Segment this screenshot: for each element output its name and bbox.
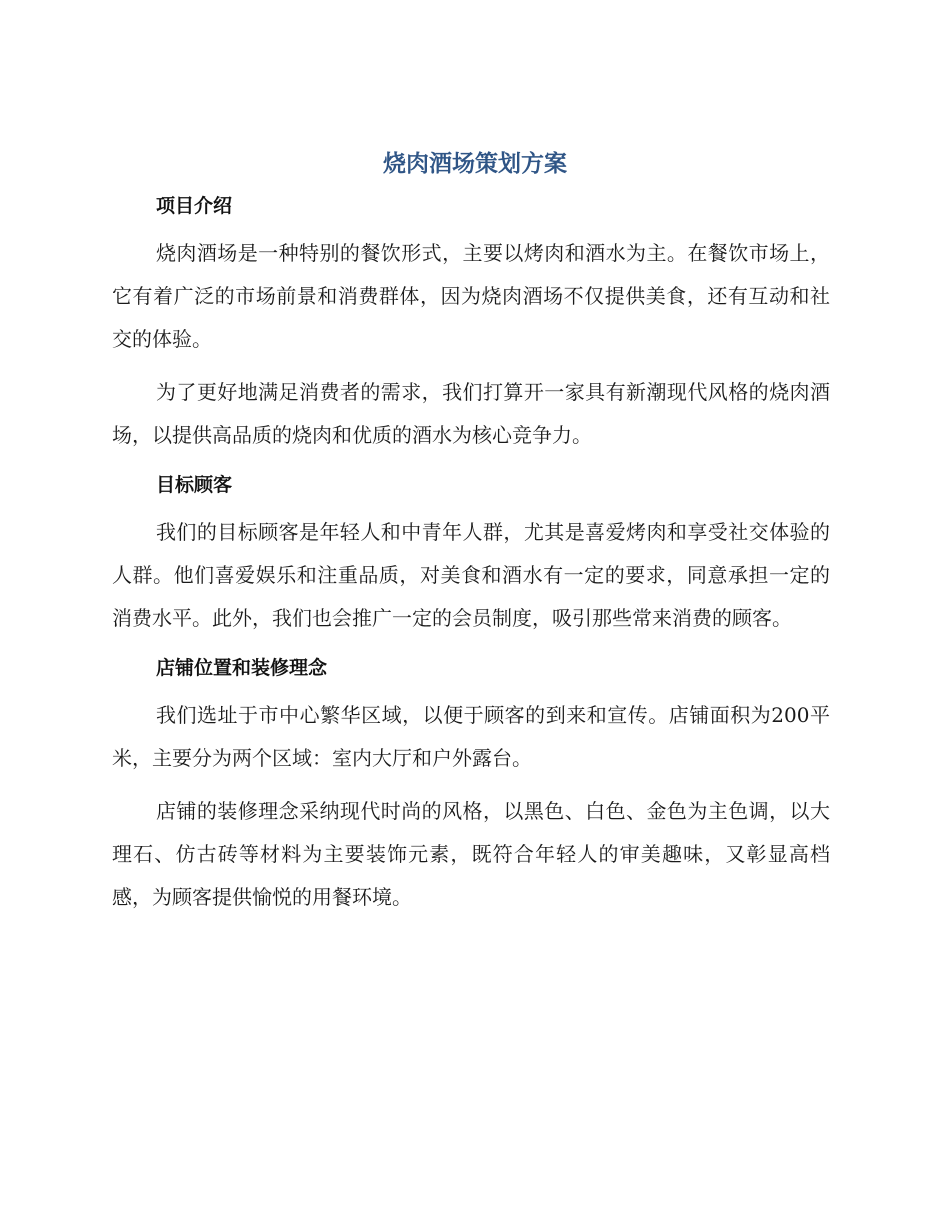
paragraph: 为了更好地满足消费者的需求，我们打算开一家具有新潮现代风格的烧肉酒场，以提供高品质的烧肉和优质的酒水为核心竞争力。 (112, 380, 830, 447)
paragraph: 烧肉酒场是一种特别的餐饮形式，主要以烤肉和酒水为主。在餐饮市场上，它有着广泛的市场前景和消费群体，因为烧肉酒场不仅提供美食，还有互动和社交的体验。 (112, 241, 830, 351)
section-heading: 店铺位置和装修理念 (156, 657, 328, 679)
section-heading: 项目介绍 (156, 195, 233, 217)
document-title: 烧肉酒场策划方案 (383, 151, 567, 177)
section-target-customers (112, 467, 830, 640)
paragraph: 我们的目标顾客是年轻人和中青年人群，尤其是喜爱烤肉和享受社交体验的人群。他们喜爱娱乐和注重品质，对美食和酒水有一定的要求，同意承担一定的消费水平。此外，我们也会推广一定的会员制度，吸引那些常来消费的顾客。 (112, 520, 830, 630)
section-heading: 目标顾客 (156, 474, 233, 496)
document-body (112, 188, 830, 929)
paragraph: 店铺的装修理念采纳现代时尚的风格，以黑色、白色、金色为主色调，以大理石、仿古砖等材料为主要装饰元素，既符合年轻人的审美趣味，又彰显高档感，为顾客提供愉悦的用餐环境。 (112, 799, 830, 909)
section-project-intro (112, 188, 830, 457)
paragraph: 我们选址于市中心繁华区域，以便于顾客的到来和宣传。店铺面积为200平米，主要分为两个区域：室内大厅和户外露台。 (112, 703, 830, 770)
section-location-decor (112, 650, 830, 919)
